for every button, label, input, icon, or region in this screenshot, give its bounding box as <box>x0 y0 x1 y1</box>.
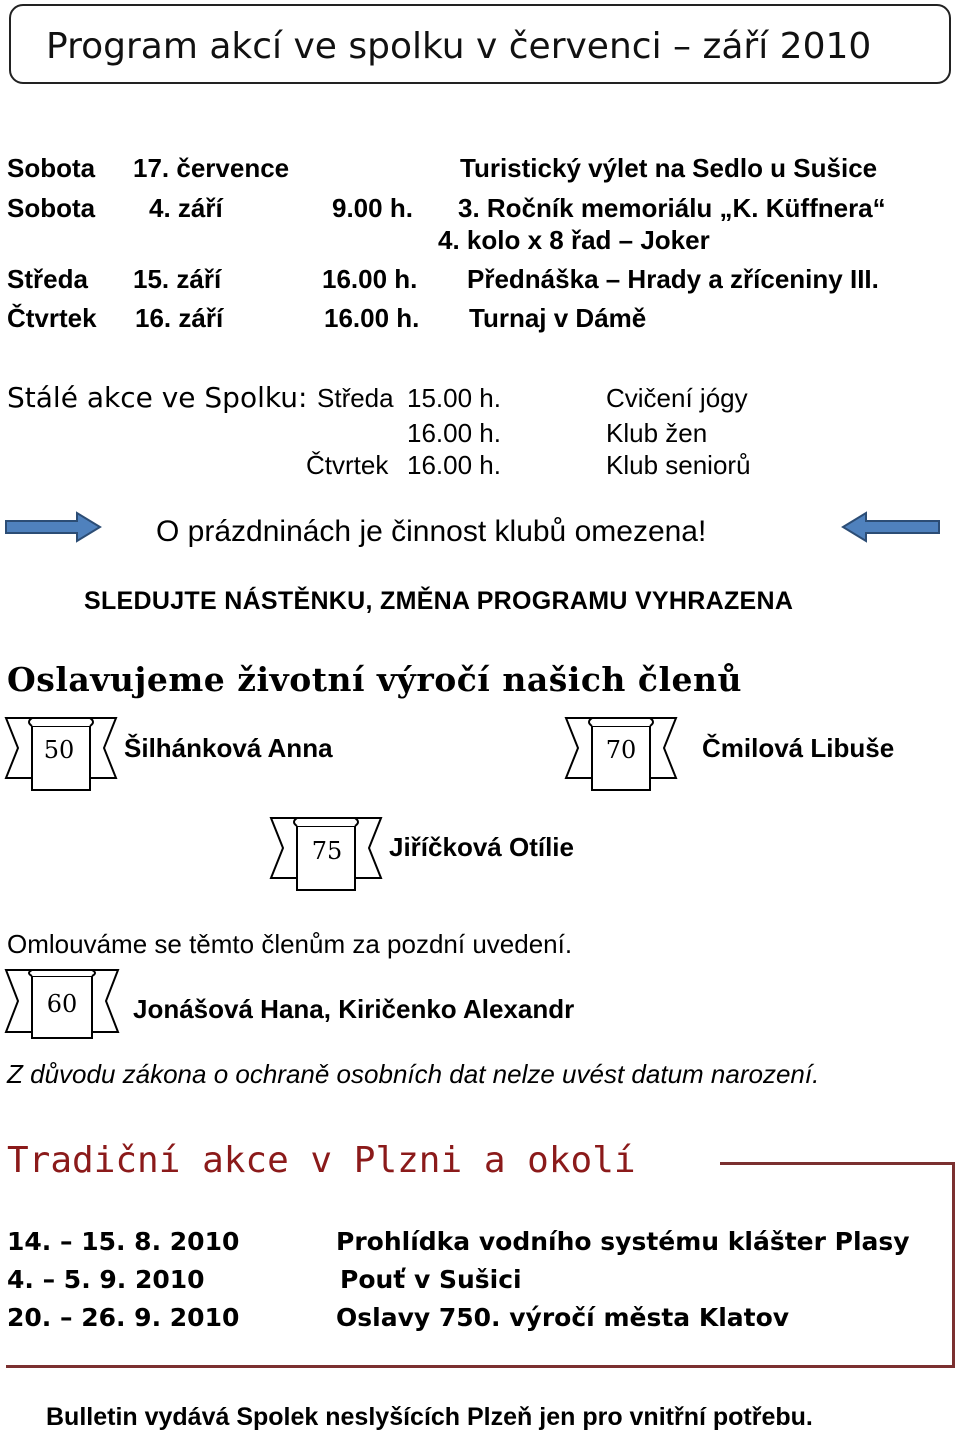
member-name: Čmilová Libuše <box>702 733 895 763</box>
holiday-note: O prázdninách je činnost klubů omezena! <box>156 515 707 548</box>
age-badge-number: 50 <box>43 736 75 764</box>
permanent-time: 15.00 h. <box>407 383 501 413</box>
traditional-heading: Tradiční akce v Plzni a okolí <box>7 1140 636 1181</box>
traditional-date: 20. – 26. 9. 2010 <box>7 1303 240 1332</box>
event-time: 16.00 h. <box>324 303 420 333</box>
permanent-time: 16.00 h. <box>407 418 501 448</box>
permanent-day: Čtvrtek <box>306 450 389 480</box>
event-day: Sobota <box>7 153 96 183</box>
traditional-date: 4. – 5. 9. 2010 <box>7 1265 205 1294</box>
footer-text: Bulletin vydává Spolek neslyšících Plzeň jen pro vnitřní potřebu. <box>46 1403 813 1431</box>
event-desc: Přednáška – Hrady a zříceniny III. <box>467 264 879 294</box>
apology-text: Omlouváme se těmto členům za pozdní uvedení. <box>7 929 573 959</box>
member-name: Jiříčková Otílie <box>389 832 574 862</box>
event-day: Sobota <box>7 193 96 223</box>
page-title: Program akcí ve spolku v červenci – září 2010 <box>46 26 872 67</box>
member-name: Jonášová Hana, Kiričenko Alexandr <box>133 994 575 1024</box>
anniversaries-heading: Oslavujeme životní výročí našich členů <box>7 660 743 699</box>
event-day: Středa <box>7 264 88 294</box>
section-border-right <box>952 1162 955 1368</box>
notice-text: SLEDUJTE NÁSTĚNKU, ZMĚNA PROGRAMU VYHRAZENA <box>84 587 794 615</box>
event-desc-line2: 4. kolo x 8 řad – Joker <box>438 225 710 255</box>
traditional-event: Pouť v Sušici <box>340 1265 522 1294</box>
member-name: Šilhánková Anna <box>124 733 333 763</box>
age-badge-number: 75 <box>311 837 343 865</box>
event-day: Čtvrtek <box>7 303 97 333</box>
event-desc: Turistický výlet na Sedlo u Sušice <box>460 153 878 183</box>
event-desc: 3. Ročník memoriálu „K. Küffnera“ <box>458 193 886 223</box>
permanent-label: Stálé akce ve Spolku: <box>7 381 308 414</box>
event-date: 17. července <box>133 153 290 183</box>
right-arrow-icon <box>5 512 101 542</box>
permanent-activity: Klub žen <box>606 418 708 448</box>
privacy-note: Z důvodu zákona o ochraně osobních dat nelze uvést datum narození. <box>7 1059 820 1089</box>
permanent-time: 16.00 h. <box>407 450 501 480</box>
permanent-activity: Klub seniorů <box>606 450 751 480</box>
section-border-top <box>720 1162 955 1165</box>
traditional-event: Prohlídka vodního systému klášter Plasy <box>336 1227 910 1256</box>
left-arrow-icon <box>842 512 940 542</box>
age-badge-number: 70 <box>605 736 637 764</box>
event-date: 4. září <box>149 193 223 223</box>
event-date: 16. září <box>135 303 224 333</box>
permanent-day: Středa <box>317 383 394 413</box>
section-border-bottom <box>6 1365 955 1368</box>
traditional-date: 14. – 15. 8. 2010 <box>7 1227 240 1256</box>
age-badge-number: 60 <box>46 990 78 1018</box>
traditional-event: Oslavy 750. výročí města Klatov <box>336 1303 790 1332</box>
permanent-activity: Cvičení jógy <box>606 383 748 413</box>
event-time: 16.00 h. <box>322 264 418 294</box>
event-date: 15. září <box>133 264 222 294</box>
event-time: 9.00 h. <box>332 193 413 223</box>
event-desc: Turnaj v Dámě <box>469 303 647 333</box>
